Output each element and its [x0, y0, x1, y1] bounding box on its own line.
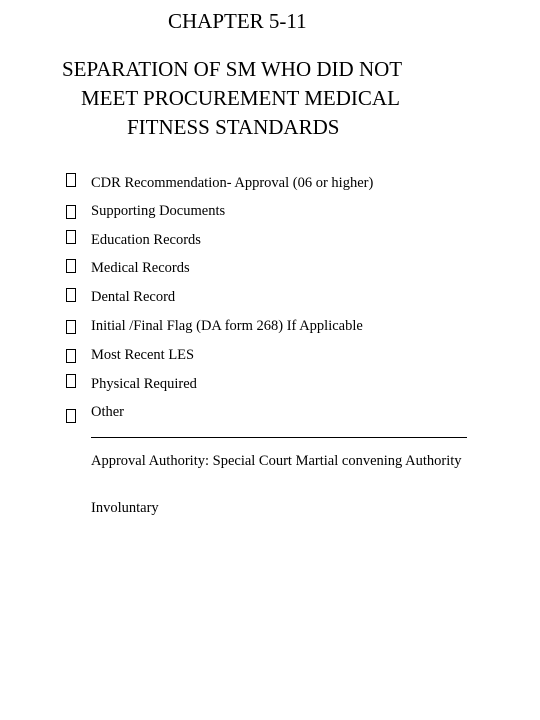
checklist-item-label: Other [91, 404, 125, 420]
checklist-item-other[interactable] [0, 402, 520, 424]
checklist-item-label: Most Recent LES [91, 347, 195, 363]
checklist-item-initial-final-flag[interactable] [0, 316, 520, 338]
checkbox-icon[interactable] [66, 230, 76, 244]
checkbox-icon[interactable] [66, 409, 76, 423]
approval-authority: Approval Authority: Special Court Martial convening Authority [91, 453, 462, 469]
title-line-3: FITNESS STANDARDS [127, 115, 340, 139]
title-line-2: MEET PROCUREMENT MEDICAL [81, 86, 400, 110]
checklist-item-cdr-recommendation[interactable] [0, 173, 520, 195]
other-write-in-line[interactable] [91, 437, 467, 438]
checklist-item-label: Education Records [91, 232, 201, 248]
checkbox-icon[interactable] [66, 374, 76, 388]
checklist-item-label: Initial /Final Flag (DA form 268) If Applicable [91, 318, 363, 334]
title-line-1: SEPARATION OF SM WHO DID NOT [62, 57, 403, 81]
checklist-item-most-recent-les[interactable] [0, 345, 520, 367]
separation-type: Involuntary [91, 500, 159, 516]
checkbox-icon[interactable] [66, 320, 76, 334]
checklist-item-label: CDR Recommendation- Approval (06 or higher) [91, 175, 374, 191]
checkbox-icon[interactable] [66, 259, 76, 273]
checkbox-icon[interactable] [66, 173, 76, 187]
checklist-item-dental-record[interactable] [0, 287, 520, 309]
chapter-heading: CHAPTER 5-11 [168, 9, 307, 33]
checkbox-icon[interactable] [66, 288, 76, 302]
checkbox-icon[interactable] [66, 349, 76, 363]
checklist-item-label: Medical Records [91, 260, 190, 276]
checklist-item-label: Physical Required [91, 376, 197, 392]
checklist-item-education-records[interactable] [0, 230, 520, 252]
checklist-item-physical-required[interactable] [0, 374, 520, 396]
checklist-item-label: Dental Record [91, 289, 176, 305]
checklist-item-supporting-documents[interactable] [0, 201, 520, 223]
checkbox-icon[interactable] [66, 205, 76, 219]
checklist-item-medical-records[interactable] [0, 258, 520, 280]
checklist-item-label: Supporting Documents [91, 203, 226, 219]
